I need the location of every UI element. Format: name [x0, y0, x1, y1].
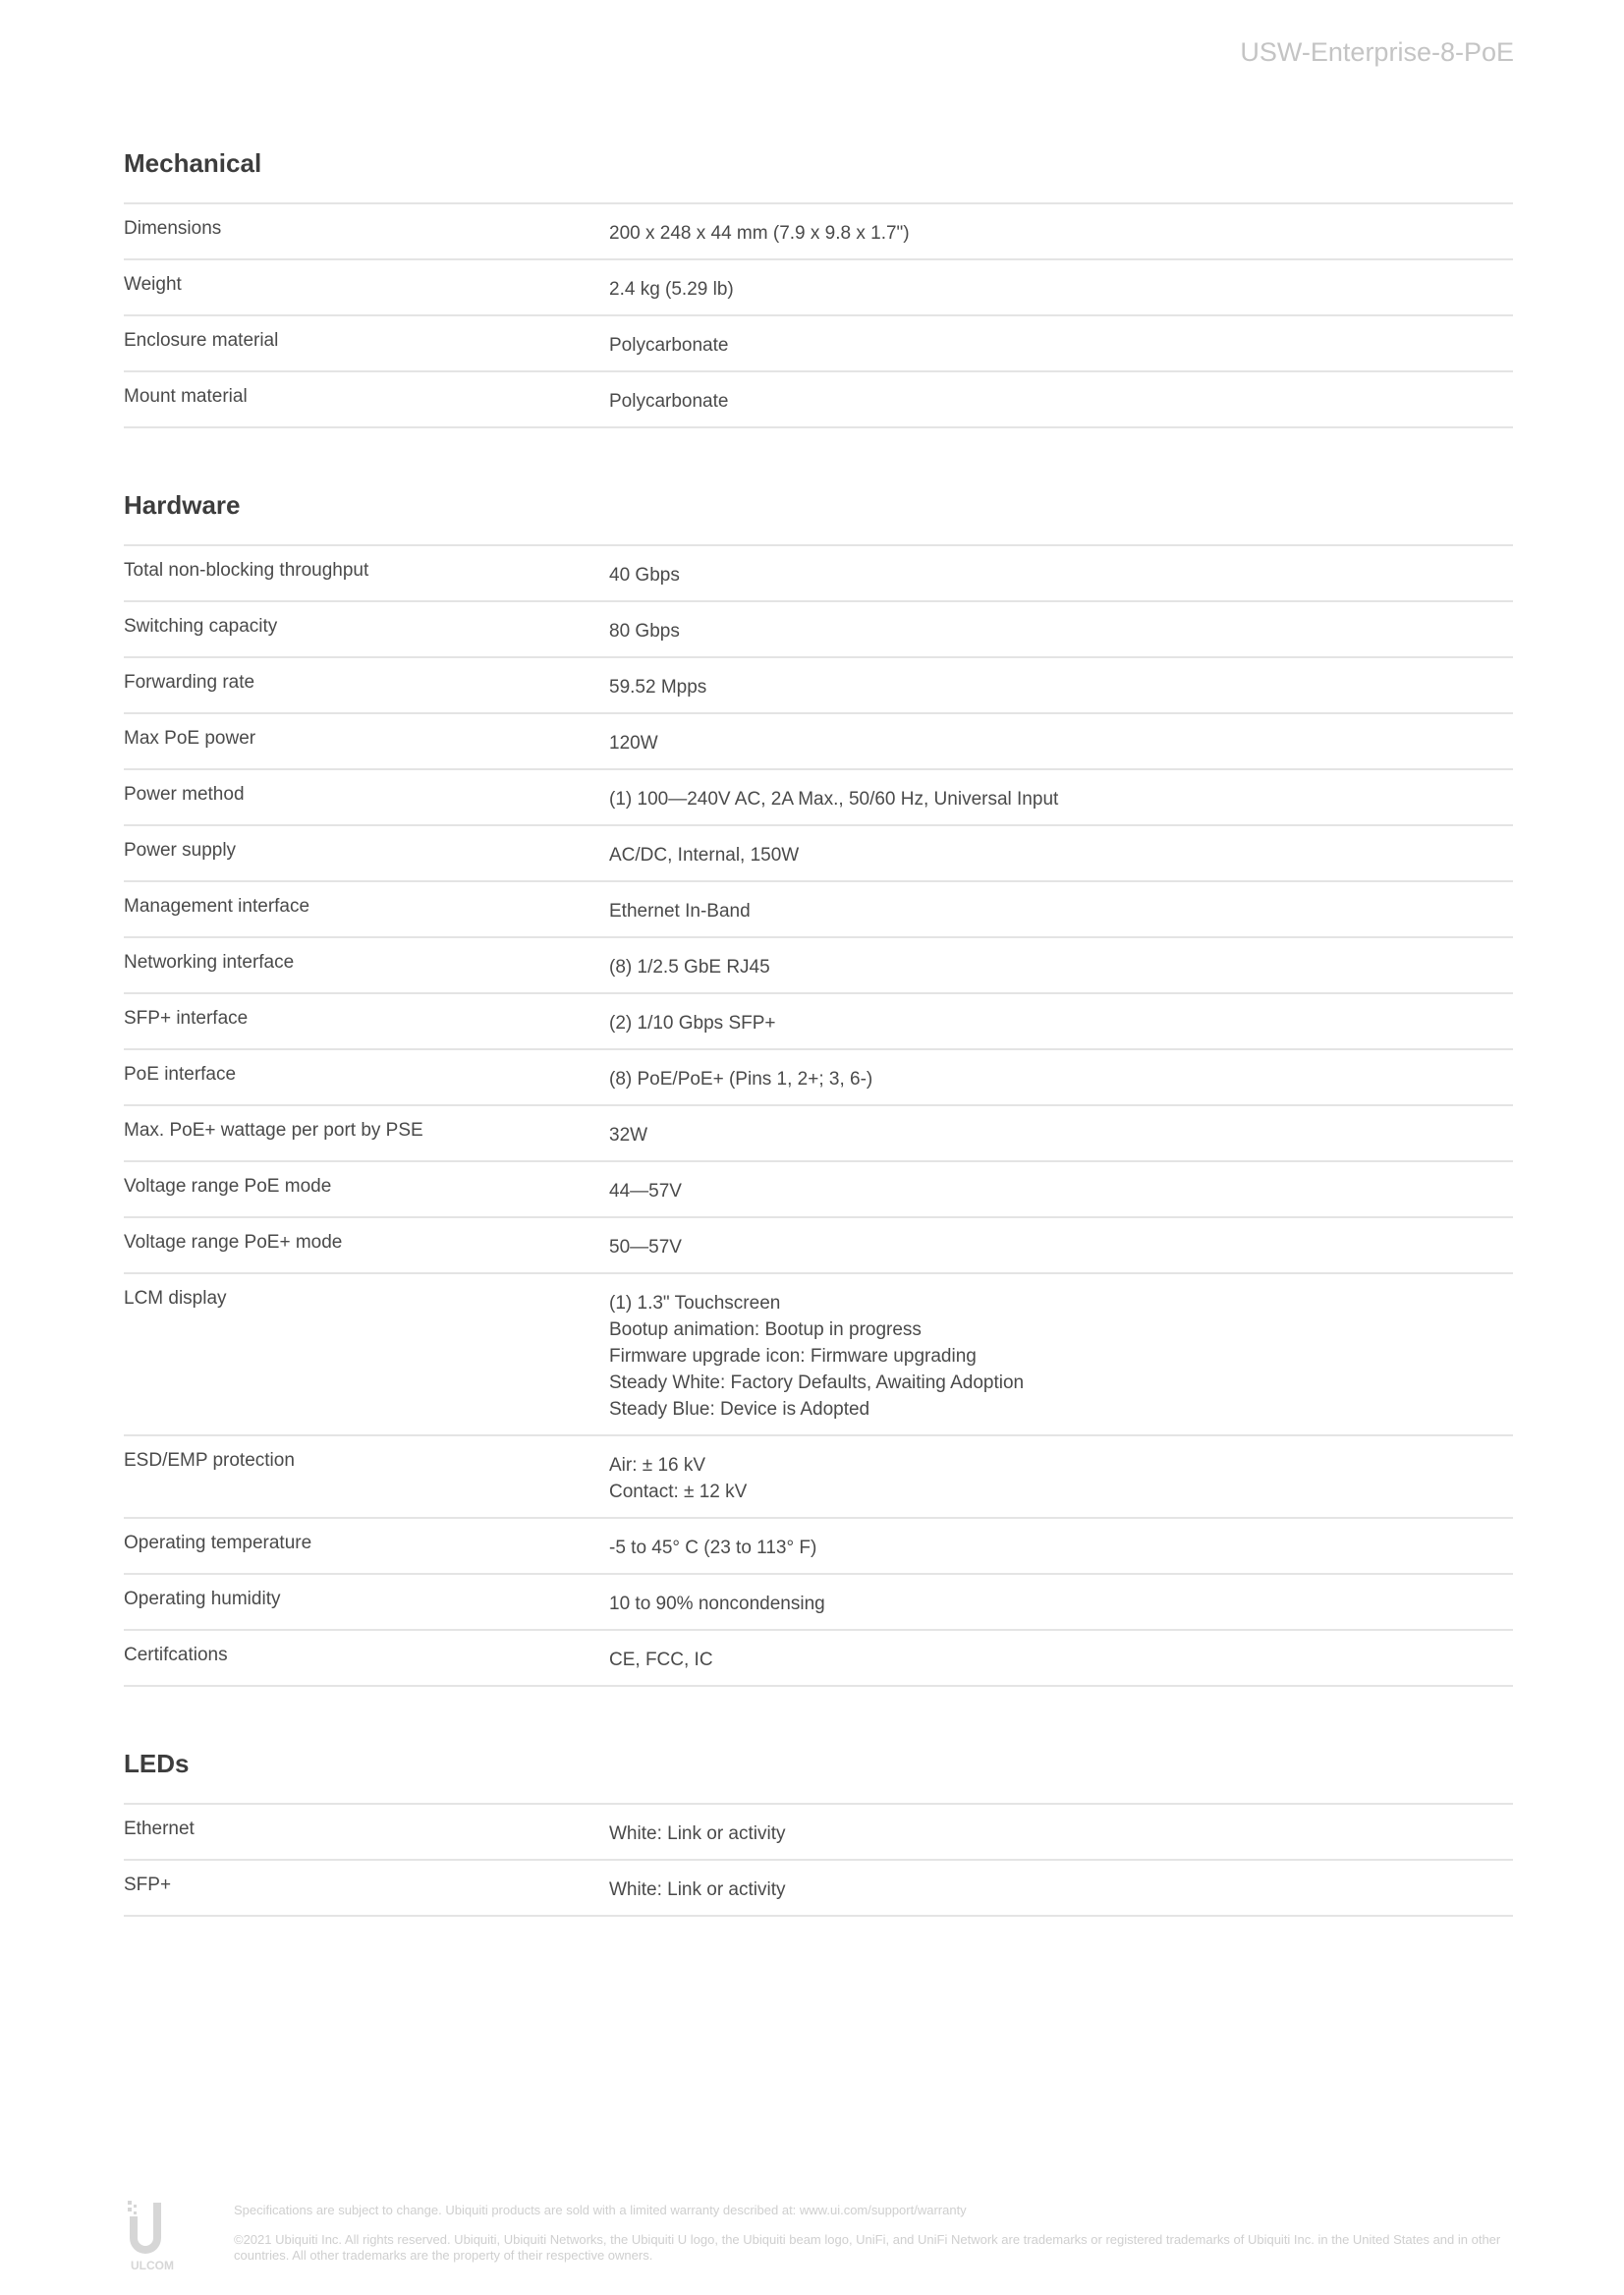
spec-row — [124, 316, 1513, 372]
spec-label: ESD/EMP protection — [124, 1450, 295, 1471]
spec-row — [124, 826, 1513, 882]
spec-value-line: 59.52 Mpps — [609, 677, 707, 698]
spec-label: Certifcations — [124, 1645, 228, 1665]
spec-row — [124, 1274, 1513, 1436]
spec-value-line: Polycarbonate — [609, 391, 729, 412]
spec-value-line: Steady White: Factory Defaults, Awaiting Adoption — [609, 1372, 1025, 1393]
spec-value — [609, 954, 1513, 980]
spec-value-line: CE, FCC, IC — [609, 1650, 713, 1670]
spec-value-line: 120W — [609, 733, 658, 754]
spec-row — [124, 1575, 1513, 1631]
spec-row — [124, 204, 1513, 260]
spec-value-line: Polycarbonate — [609, 335, 729, 356]
spec-value-line: 32W — [609, 1125, 648, 1146]
spec-row — [124, 1106, 1513, 1162]
section-mechanical — [124, 145, 1513, 428]
spec-row — [124, 994, 1513, 1050]
spec-label: SFP+ — [124, 1875, 172, 1895]
spec-value-line: 44—57V — [609, 1181, 682, 1202]
spec-row — [124, 714, 1513, 770]
spec-label: PoE interface — [124, 1064, 237, 1085]
spec-value — [609, 1066, 1513, 1092]
footer-disclaimer: Specifications are subject to change. Ubiquiti products are sold with a limited warranty described at: www.ui.com/support/warranty — [234, 2203, 967, 2217]
spec-row — [124, 1805, 1513, 1861]
spec-table — [124, 544, 1513, 1687]
spec-value-line: (2) 1/10 Gbps SFP+ — [609, 1013, 776, 1034]
logo-text: ULCOM — [131, 2259, 174, 2272]
spec-value-line: (1) 100—240V AC, 2A Max., 50/60 Hz, Universal Input — [609, 789, 1059, 810]
spec-value — [609, 786, 1513, 812]
spec-label: Voltage range PoE+ mode — [124, 1232, 343, 1253]
spec-value — [609, 1122, 1513, 1148]
spec-value-line: 80 Gbps — [609, 621, 680, 642]
spec-value — [609, 332, 1513, 359]
spec-row — [124, 1519, 1513, 1575]
spec-value — [609, 1820, 1513, 1847]
spec-label: Operating humidity — [124, 1589, 281, 1609]
spec-row — [124, 1050, 1513, 1106]
section-leds — [124, 1746, 1513, 1917]
spec-value-line: White: Link or activity — [609, 1879, 786, 1900]
spec-value — [609, 220, 1513, 247]
product-name-header: USW-Enterprise-8-PoE — [1240, 37, 1514, 67]
spec-value-line: Ethernet In-Band — [609, 901, 751, 922]
page-footer — [124, 2197, 1513, 2275]
spec-label: Switching capacity — [124, 616, 278, 637]
footer-copyright: ©2021 Ubiquiti Inc. All rights reserved. Ubiquiti, Ubiquiti Networks, the Ubiquiti U logo, the Ubiquiti beam logo, UniFi, and UniFi Network are trademarks or registered trademarks of Ubiquiti Inc. in the United States and in other countries. All other trademarks are the property of their respective owners. — [234, 2232, 1501, 2263]
spec-value — [609, 1010, 1513, 1036]
spec-value-line: Contact: ± 12 kV — [609, 1482, 748, 1502]
spec-value — [609, 1290, 1513, 1423]
spec-label: Networking interface — [124, 952, 295, 973]
spec-value-line: 200 x 248 x 44 mm (7.9 x 9.8 x 1.7") — [609, 223, 910, 244]
footer-legal-text — [234, 2203, 1511, 2277]
section-title: Mechanical — [124, 148, 262, 178]
spec-row — [124, 1861, 1513, 1917]
spec-value-line: Bootup animation: Bootup in progress — [609, 1319, 922, 1340]
spec-value-line: 50—57V — [609, 1237, 682, 1258]
spec-value-line: Steady Blue: Device is Adopted — [609, 1399, 870, 1420]
spec-label: Management interface — [124, 896, 310, 917]
spec-value-line: Air: ± 16 kV — [609, 1455, 706, 1476]
spec-value — [609, 842, 1513, 868]
spec-row — [124, 372, 1513, 428]
spec-value — [609, 1234, 1513, 1260]
spec-table — [124, 1803, 1513, 1917]
spec-value — [609, 1876, 1513, 1903]
spec-row — [124, 658, 1513, 714]
spec-value-line: 10 to 90% noncondensing — [609, 1594, 825, 1614]
spec-row — [124, 770, 1513, 826]
spec-label: Max PoE power — [124, 728, 256, 749]
spec-value-line: AC/DC, Internal, 150W — [609, 845, 800, 866]
spec-value — [609, 730, 1513, 756]
spec-label: SFP+ interface — [124, 1008, 249, 1029]
spec-row — [124, 1218, 1513, 1274]
spec-value-line: (1) 1.3" Touchscreen — [609, 1293, 781, 1314]
spec-label: Power supply — [124, 840, 237, 861]
spec-table — [124, 202, 1513, 428]
spec-label: Operating temperature — [124, 1533, 312, 1553]
spec-row — [124, 882, 1513, 938]
spec-value — [609, 898, 1513, 924]
spec-value — [609, 1591, 1513, 1617]
spec-value-line: White: Link or activity — [609, 1823, 786, 1844]
spec-value-line: Firmware upgrade icon: Firmware upgrading — [609, 1346, 977, 1367]
spec-value — [609, 1647, 1513, 1673]
spec-label: LCM display — [124, 1288, 227, 1309]
spec-row — [124, 938, 1513, 994]
spec-label: Dimensions — [124, 218, 222, 239]
spec-label: Ethernet — [124, 1819, 195, 1839]
spec-row — [124, 1631, 1513, 1687]
spec-row — [124, 546, 1513, 602]
spec-label: Total non-blocking throughput — [124, 560, 369, 581]
spec-label: Max. PoE+ wattage per port by PSE — [124, 1120, 423, 1141]
spec-value — [609, 674, 1513, 700]
spec-label: Weight — [124, 274, 182, 295]
spec-value — [609, 562, 1513, 588]
spec-label: Mount material — [124, 386, 248, 407]
spec-label: Forwarding rate — [124, 672, 255, 693]
ubiquiti-u-logo-icon — [124, 2199, 181, 2273]
spec-value-line: (8) PoE/PoE+ (Pins 1, 2+; 3, 6-) — [609, 1069, 873, 1090]
spec-value — [609, 618, 1513, 644]
spec-row — [124, 1436, 1513, 1519]
spec-label: Power method — [124, 784, 245, 805]
spec-value — [609, 276, 1513, 303]
section-title: LEDs — [124, 1749, 190, 1778]
spec-value-line: 40 Gbps — [609, 565, 680, 586]
spec-row — [124, 1162, 1513, 1218]
spec-sheet — [124, 145, 1513, 1976]
spec-value — [609, 1535, 1513, 1561]
spec-label: Voltage range PoE mode — [124, 1176, 332, 1197]
spec-value — [609, 1178, 1513, 1204]
spec-value — [609, 1452, 1513, 1505]
spec-value-line: (8) 1/2.5 GbE RJ45 — [609, 957, 770, 978]
section-title: Hardware — [124, 490, 241, 520]
section-hardware — [124, 487, 1513, 1687]
spec-row — [124, 260, 1513, 316]
spec-value — [609, 388, 1513, 415]
spec-value-line: -5 to 45° C (23 to 113° F) — [609, 1538, 817, 1558]
spec-value-line: 2.4 kg (5.29 lb) — [609, 279, 734, 300]
spec-label: Enclosure material — [124, 330, 279, 351]
spec-row — [124, 602, 1513, 658]
